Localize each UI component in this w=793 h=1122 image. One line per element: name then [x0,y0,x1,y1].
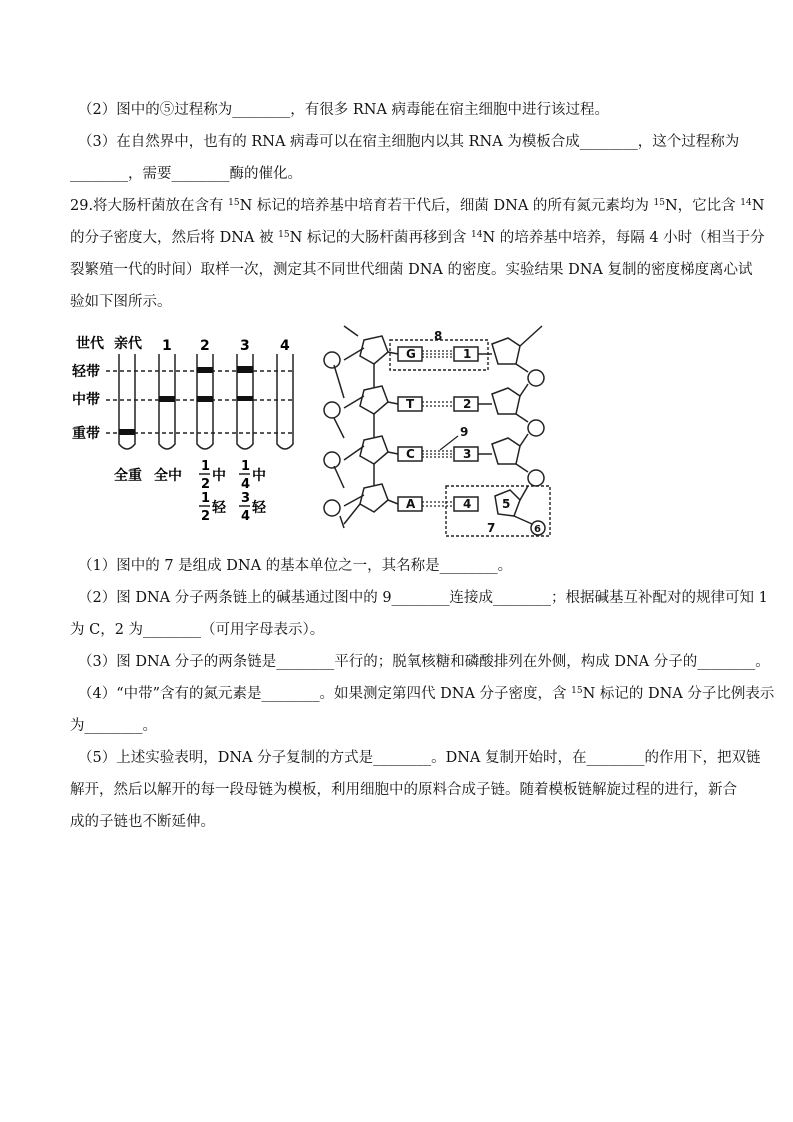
centrifuge-panel [71,335,293,524]
box-8-base-pair [390,340,488,370]
phosphate-right-3 [528,470,544,486]
dna-structure-panel [324,326,550,536]
frac-gen2-num1: 1 [201,459,211,474]
label-9: 9 [460,425,469,439]
q29-intro-line3: 裂繁殖一代的时间）取样一次，测定其不同世代细菌 DNA 的密度。实验结果 DNA 复制的密度梯度离心试 [70,262,753,278]
sugar-left-3 [360,436,388,464]
sugar-left-2 [360,386,388,414]
parent-label: 亲代 [114,336,142,352]
frac-gen3-light: 轻 [252,500,266,516]
phosphate-right-1 [528,370,544,386]
frac-gen2-middle: 中 [212,468,226,484]
q29-sub4-line2: 为________。 [70,718,157,734]
label-base-G: G [406,347,416,361]
q29-intro-line4: 验如下图所示。 [70,294,172,310]
frac-gen2-den2: 2 [201,509,211,524]
band-gen1-middle [159,396,175,402]
q29-sub4-line1: （4）“中带”含有的氮元素是________。如果测定第四代 DNA 分子密度，含 $^{15}$N 标记的 DNA 分子比例表示 [78,686,775,702]
band-gen3-light [237,366,253,373]
q28-sub2: （2）图中的⑤过程称为________，有很多 RNA 病毒能在宿主细胞中进行该过程。 [78,102,610,118]
gen-number-2: 2 [200,338,210,354]
q29-sub5-line3: 成的子链也不断延伸。 [70,814,215,830]
q28-sub3-line2: ________，需要________酶的催化。 [70,166,302,182]
tube-gen4 [277,354,293,449]
label-num-1: 1 [463,347,472,361]
q29-intro-line2: 的分子密度大，然后将 DNA 被 $^{15}$N 标记的大肠杆菌再移到含 $^{14}$N 的培养基中培养，每隔 4 小时（相当于分 [70,230,765,246]
result-all-middle: 全中 [154,468,182,484]
label-num-2: 2 [463,397,472,411]
label-base-T: T [406,397,415,411]
q29-sub3: （3）图 DNA 分子的两条链是________平行的；脱氧核糖和磷酸排列在外侧，构成 DNA 分子的________。 [78,654,770,670]
label-base-C: C [406,447,415,461]
label-8: 8 [434,329,443,343]
band-gen3-middle [237,396,253,401]
q29-sub1: （1）图中的 7 是组成 DNA 的基本单位之一，其名称是________。 [78,558,513,574]
frac-gen2-num2: 1 [201,491,211,506]
gen-number-3: 3 [240,338,250,354]
label-num-3: 3 [463,447,472,461]
phosphate-left-1 [324,352,340,368]
q29-intro-line1: 29.将大肠杆菌放在含有 $^{15}$N 标记的培养基中培育若干代后，细菌 DNA 的所有氮元素均为 $^{15}$N，它比含 $^{14}$N [70,198,765,214]
sugar-right-1 [492,338,520,364]
sugar-right-3 [492,438,520,464]
sugar-left-4 [360,484,388,512]
label-5: 5 [502,497,511,511]
band-label-light: 轻带 [72,364,100,380]
frac-gen2-den1: 2 [201,477,211,492]
band-label-middle: 中带 [72,392,100,408]
gen-label: 世代 [76,336,104,352]
frac-gen3-num1: 1 [241,459,251,474]
band-gen2-middle [197,396,213,402]
q29-sub2-line2: 为 C，2 为________（可用字母表示）。 [70,622,325,638]
dna-figure [62,318,562,544]
label-6: 6 [534,524,541,535]
sugar-right-2 [492,388,520,414]
q29-sub5-line1: （5）上述实验表明，DNA 分子复制的方式是________。DNA 复制开始时，在________的作用下，把双链 [78,750,761,766]
result-all-heavy: 全重 [114,468,142,484]
gen-number-4: 4 [280,338,290,354]
frac-gen3-den2: 4 [241,509,251,524]
q29-sub2-line1: （2）图 DNA 分子两条链上的碱基通过图中的 9________连接成________；根据碱基互补配对的规律可知 1 [78,590,768,606]
frac-gen3-middle: 中 [252,468,266,484]
band-label-heavy: 重带 [72,426,100,442]
gen-number-1: 1 [162,338,172,354]
frac-gen3-den1: 4 [241,477,251,492]
band-parent-heavy [119,429,135,435]
phosphate-right-2 [528,420,544,436]
label-base-A: A [406,497,416,511]
sugar-left-1 [360,336,388,364]
phosphate-left-2 [324,402,340,418]
label-7: 7 [487,521,496,535]
phosphate-left-4 [324,500,340,516]
q29-sub5-line2: 解开，然后以解开的每一段母链为模板，利用细胞中的原料合成子链。随着模板链解旋过程的进行，新合 [70,782,737,798]
label-num-4: 4 [463,497,472,511]
frac-gen3-num2: 3 [241,491,251,506]
phosphate-left-3 [324,452,340,468]
band-gen2-light [197,367,213,373]
frac-gen2-light: 轻 [212,500,226,516]
q28-sub3-line1: （3）在自然界中，也有的 RNA 病毒可以在宿主细胞内以其 RNA 为模板合成________，这个过程称为 [78,134,740,150]
